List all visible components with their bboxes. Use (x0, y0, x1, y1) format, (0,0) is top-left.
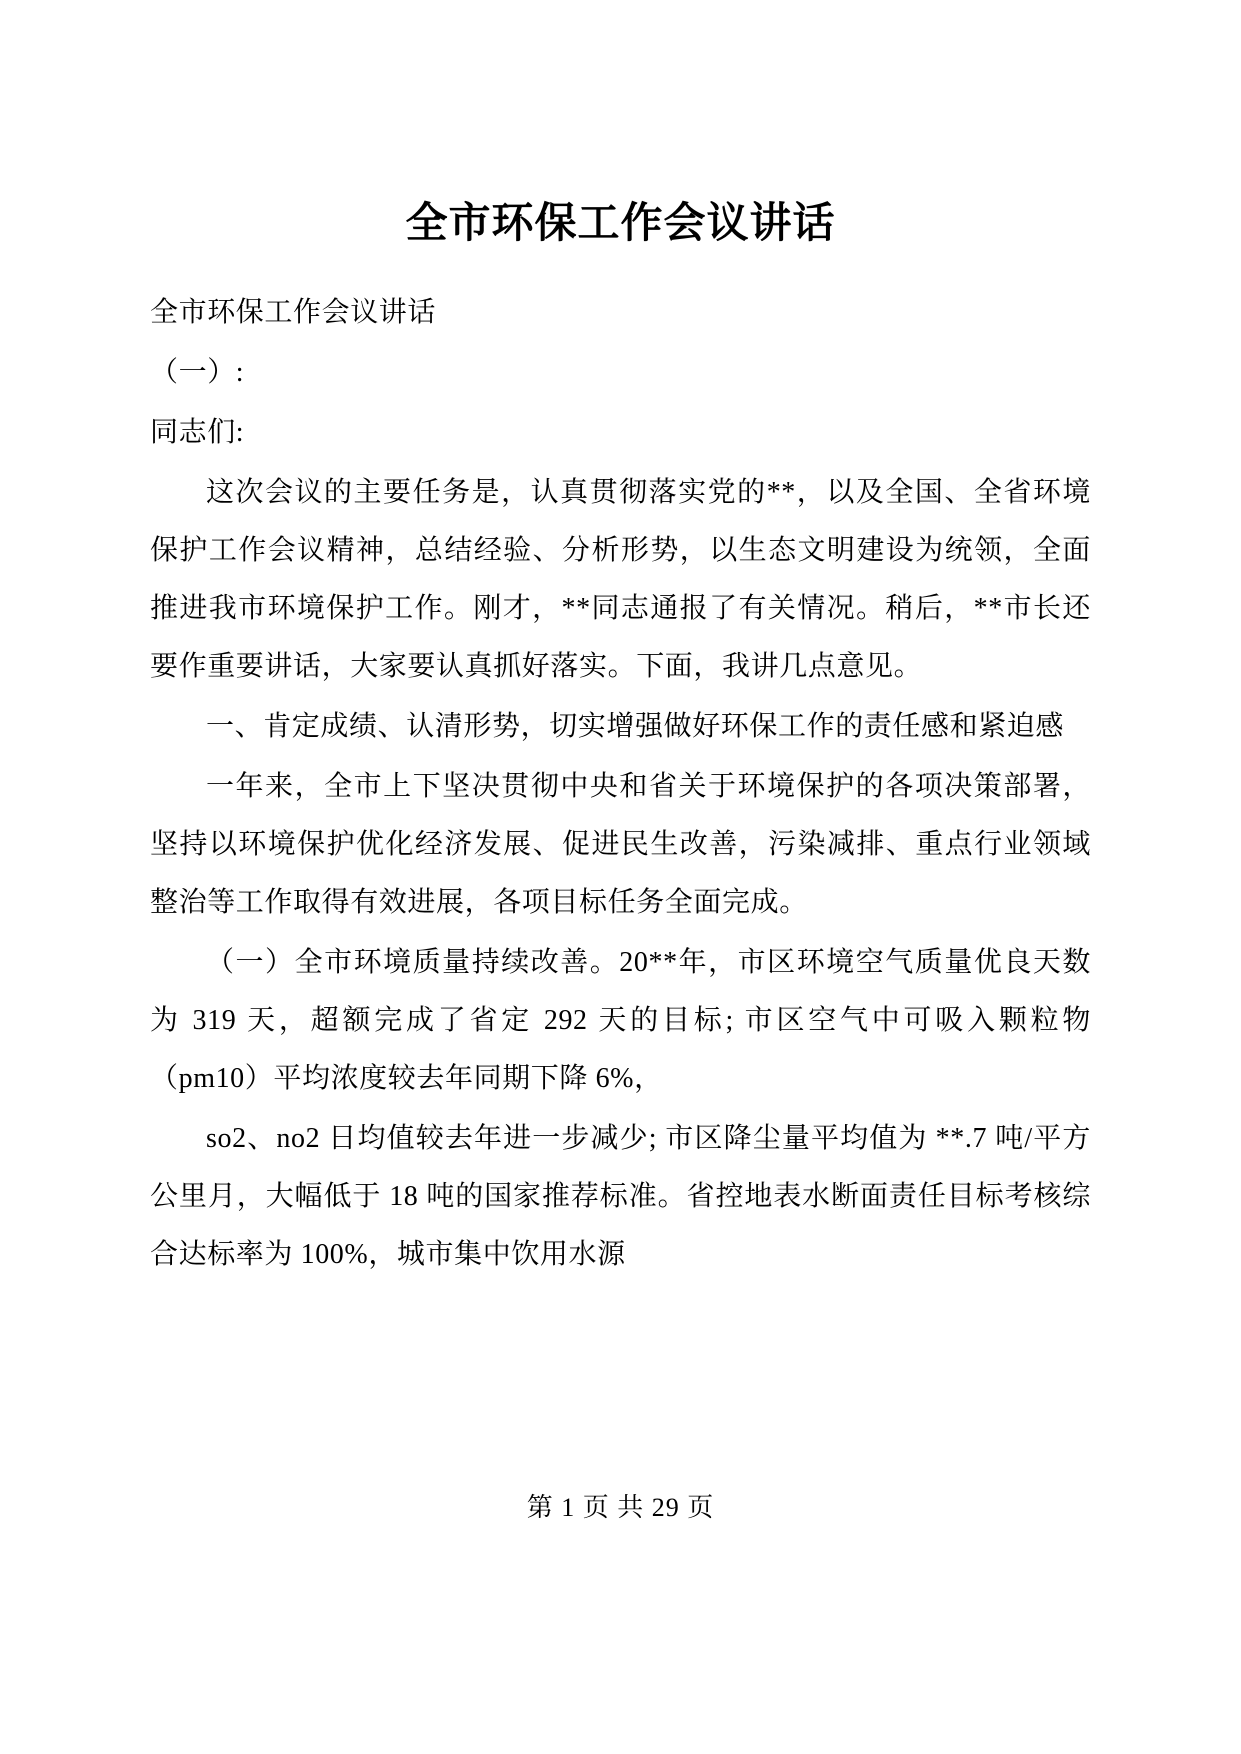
paragraph-2: （一）: (150, 357, 245, 388)
page-footer: 第 1 页 共 29 页 (526, 1493, 715, 1522)
page-title: 全市环保工作会议讲话 (405, 199, 836, 246)
paragraph-4: 这次会议的主要任务是，认真贯彻落实党的**，以及全国、全省环境保护工作会议精神，总结经验、分析形势，以生态文明建设为统领，全面推进我市环境保护工作。刚才，**同志通报了有关情况。稍后，**市长还要作重要讲话，大家要认真抓好落实。下面，我讲几点意见。 (150, 477, 1091, 682)
paragraph-7: （一）全市环境质量持续改善。20**年，市区环境空气质量优良天数为 319 天，超额完成了省定 292 天的目标; 市区空气中可吸入颗粒物（pm10）平均浓度较去年同期下降 6%， (150, 947, 1091, 1094)
paragraph-5-section-heading: 一、肯定成绩、认清形势，切实增强做好环保工作的责任感和紧迫感 (206, 711, 1065, 742)
paragraph-6: 一年来，全市上下坚决贯彻中央和省关于环境保护的各项决策部署，坚持以环境保护优化经济发展、促进民生改善，污染减排、重点行业领域整治等工作取得有效进展，各项目标任务全面完成。 (150, 771, 1091, 918)
paragraph-8: so2、no2 日均值较去年进一步减少; 市区降尘量平均值为 **.7 吨/平方公里月，大幅低于 18 吨的国家推荐标准。省控地表水断面责任目标考核综合达标率为 100%，城市集中饮用水源 (150, 1123, 1091, 1270)
paragraph-1: 全市环保工作会议讲话 (150, 297, 437, 328)
paragraph-3: 同志们: (150, 417, 245, 448)
